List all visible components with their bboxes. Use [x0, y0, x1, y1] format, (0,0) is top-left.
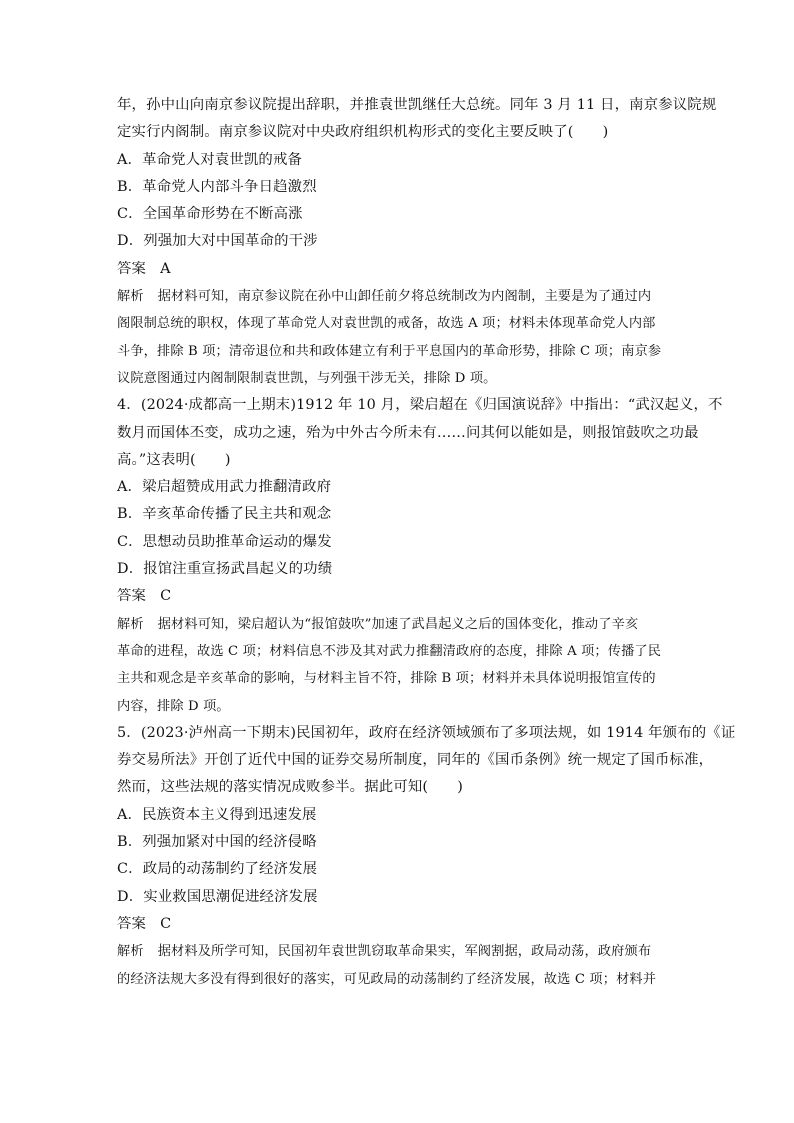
option-c: C．政局的动荡制约了经济发展 — [117, 861, 318, 878]
option-a: A．革命党人对袁世凯的戒备 — [117, 151, 303, 168]
answer-line — [117, 911, 684, 938]
explanation-label: 解析 — [117, 616, 144, 632]
answer-line — [117, 583, 684, 610]
explanation-line: 阁限制总统的职权，体现了革命党人对袁世凯的戒备，故选 A 项；材料未体现革命党人内部 — [117, 316, 656, 332]
question-3 — [117, 92, 717, 392]
answer-label: 答案 — [117, 588, 147, 605]
explanation-line: 议院意图通过内阁制限制袁世凯，与列强干涉无关，排除 D 项。 — [117, 370, 497, 386]
option-d: D．列强加大对中国革命的干涉 — [117, 233, 318, 250]
answer-label: 答案 — [117, 260, 147, 277]
option-a: A．梁启超赞成用武力推翻清政府 — [117, 479, 332, 496]
option-b: B．列强加紧对中国的经济侵略 — [117, 834, 317, 851]
question-stem-line: 然而，这些法规的落实情况成败参半。据此可知( ) — [117, 779, 463, 796]
option-c: C．全国革命形势在不断高涨 — [117, 206, 303, 223]
explanation-line — [117, 611, 684, 638]
question-stem-line: 年，孙中山向南京参议院提出辞职，并推袁世凯继任大总统。同年 3 月 11 日，南京参议院规 — [117, 97, 717, 113]
option-b: B．辛亥革命传播了民主共和观念 — [117, 506, 332, 523]
question-5 — [117, 720, 736, 993]
option-a: A．民族资本主义得到迅速发展 — [117, 806, 317, 823]
explanation-label: 解析 — [117, 289, 144, 305]
explanation-line — [117, 938, 684, 965]
explanation-label: 解析 — [117, 944, 144, 960]
question-stem-line: 4．(2024·成都高一上期末)1912 年 10 月，梁启超在《归国演说辞》中指出：“武汉起义，不 — [117, 397, 723, 414]
answer-value: C — [160, 588, 172, 605]
option-c: C．思想动员助推革命运动的爆发 — [117, 533, 332, 550]
explanation-line: 内容，排除 D 项。 — [117, 698, 230, 714]
explanation-line: 斗争，排除 B 项；清帝退位和共和政体建立有利于平息国内的革命形势，排除 C 项；南京参 — [117, 343, 662, 359]
explanation-line — [117, 283, 684, 310]
explanation-line: 的经济法规大多没有得到很好的落实，可见政局的动荡制约了经济发展，故选 C 项；材料并 — [117, 971, 657, 987]
answer-line — [117, 256, 684, 283]
answer-value: A — [160, 260, 171, 277]
option-d: D．实业救国思潮促进经济发展 — [117, 888, 318, 905]
explanation-text: 据材料及所学可知，民国初年袁世凯窃取革命果实，军阀割据，政局动荡，政府颁布 — [157, 944, 652, 960]
question-stem-line: 数月而国体丕变，成功之速，殆为中外古今所未有……问其何以能如是，则报馆鼓吹之功最 — [117, 424, 699, 441]
explanation-text: 据材料可知，梁启超认为“报馆鼓吹”加速了武昌起义之后的国体变化，推动了辛亥 — [157, 616, 639, 632]
question-stem-line: 5．(2023·泸州高一下期末)民国初年，政府在经济领域颁布了多项法规，如 1914 年颁布的《证 — [117, 724, 736, 741]
explanation-line: 革命的进程，故选 C 项；材料信息不涉及其对武力推翻清政府的态度，排除 A 项；传播了民 — [117, 643, 662, 659]
question-stem-line: 高。”这表明( ) — [117, 451, 231, 468]
answer-label: 答案 — [117, 915, 147, 932]
answer-value: C — [160, 915, 172, 932]
option-d: D．报馆注重宣扬武昌起义的功绩 — [117, 561, 333, 578]
option-b: B．革命党人内部斗争日趋激烈 — [117, 178, 317, 195]
explanation-line: 主共和观念是辛亥革命的影响，与材料主旨不符，排除 B 项；材料并未具体说明报馆宣传的 — [117, 671, 656, 687]
question-stem-line: 定实行内阁制。南京参议院对中央政府组织机构形式的变化主要反映了( ) — [117, 124, 609, 141]
question-4 — [117, 392, 723, 720]
explanation-text: 据材料可知，南京参议院在孙中山卸任前夕将总统制改为内阁制，主要是为了通过内 — [157, 289, 652, 305]
question-stem-line: 券交易所法》开创了近代中国的证券交易所制度，同年的《国币条例》统一规定了国币标准， — [117, 752, 714, 769]
